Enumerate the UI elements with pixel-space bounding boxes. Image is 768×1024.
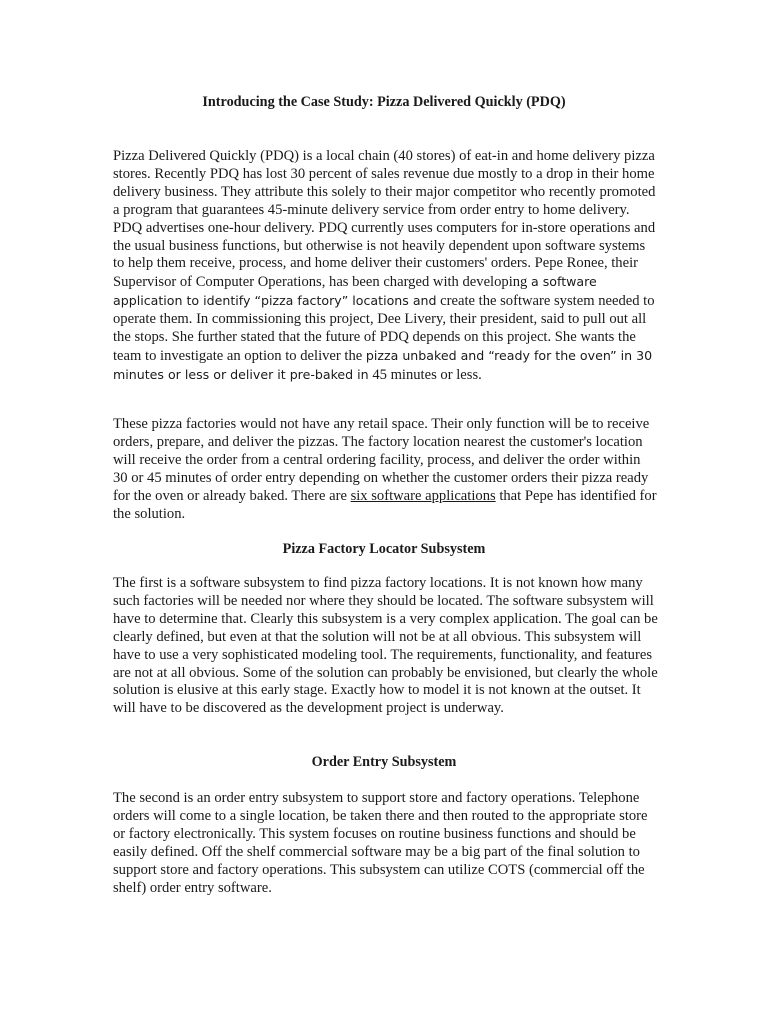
section-heading-locator: Pizza Factory Locator Subsystem — [282, 541, 486, 557]
intro-text-2: a software application to identify “pizza factory” locations and — [113, 274, 597, 309]
six-applications-underlined: six software applications — [350, 487, 496, 504]
factories-text: These pizza factories would not have any retail space. Their only function will be to receive orders, prepare, and deliver the pizzas. The factory location nearest the customer's location will receive the order from a central ordering facility, process, and deliver the order within 30 or 45 minutes of order entry depending on whether the customer orders their pizza ready for the oven or already baked. There are — [113, 416, 650, 504]
factories-tail: that Pepe has identified for the solution. — [113, 487, 657, 522]
factories-paragraph — [113, 416, 658, 523]
section-heading-order-entry: Order Entry Subsystem — [311, 754, 457, 770]
intro-text-5: 45 minutes or less. — [368, 366, 482, 383]
intro-paragraph — [113, 148, 658, 385]
intro-text-3: create the software system needed to operate them. In commissioning this project, Dee Livery, their president, said to pull out all the stops. She further stated that the future of PDQ depends on this project. She wants the team to investigate an option to deliver the — [113, 293, 655, 364]
document-title: Introducing the Case Study: Pizza Delivered Quickly (PDQ) — [202, 94, 566, 110]
intro-text-4: pizza unbaked and “ready for the oven” in 30 minutes or less or deliver it pre-baked in — [113, 347, 653, 382]
order-entry-paragraph: The second is an order entry subsystem to support store and factory operations. Telephone orders will come to a single location, be taken there and then routed to the appropriate store or factory electronically. This system focuses on routine business functions and should be easily defined. Off the shelf commercial software may be a big part of the final solution to support store and factory operations. This subsystem can utilize COTS (commercial off the shelf) order entry software. — [113, 790, 648, 896]
intro-text-1: Pizza Delivered Quickly (PDQ) is a local chain (40 stores) of eat-in and home delivery pizza stores. Recently PDQ has lost 30 percent of sales revenue due mostly to a drop in their home delivery business. They attribute this solely to their major competitor who recently promoted a program that guarantees 45-minute delivery service from order entry to home delivery. PDQ advertises one-hour delivery. PDQ currently uses computers for in-store operations and the usual business functions, but otherwise is not heavily dependent upon software systems to help them receive, process, and home deliver their customers' orders. Pepe Ronee, their Supervisor of Computer Operations, has been charged with developing — [113, 148, 656, 291]
locator-paragraph: The first is a software subsystem to find pizza factory locations. It is not known how many such factories will be needed nor where they should be located. The software subsystem will have to determine that. Clearly this subsystem is a very complex application. The goal can be clearly defined, but even at that the solution will not be at all obvious. This subsystem will have to use a very sophisticated modeling tool. The requirements, functionality, and features are not at all obvious. Some of the solution can probably be envisioned, but clearly the whole solution is elusive at this early stage. Exactly how to model it is not known at the outset. It will have to be discovered as the development project is underway. — [113, 575, 658, 717]
